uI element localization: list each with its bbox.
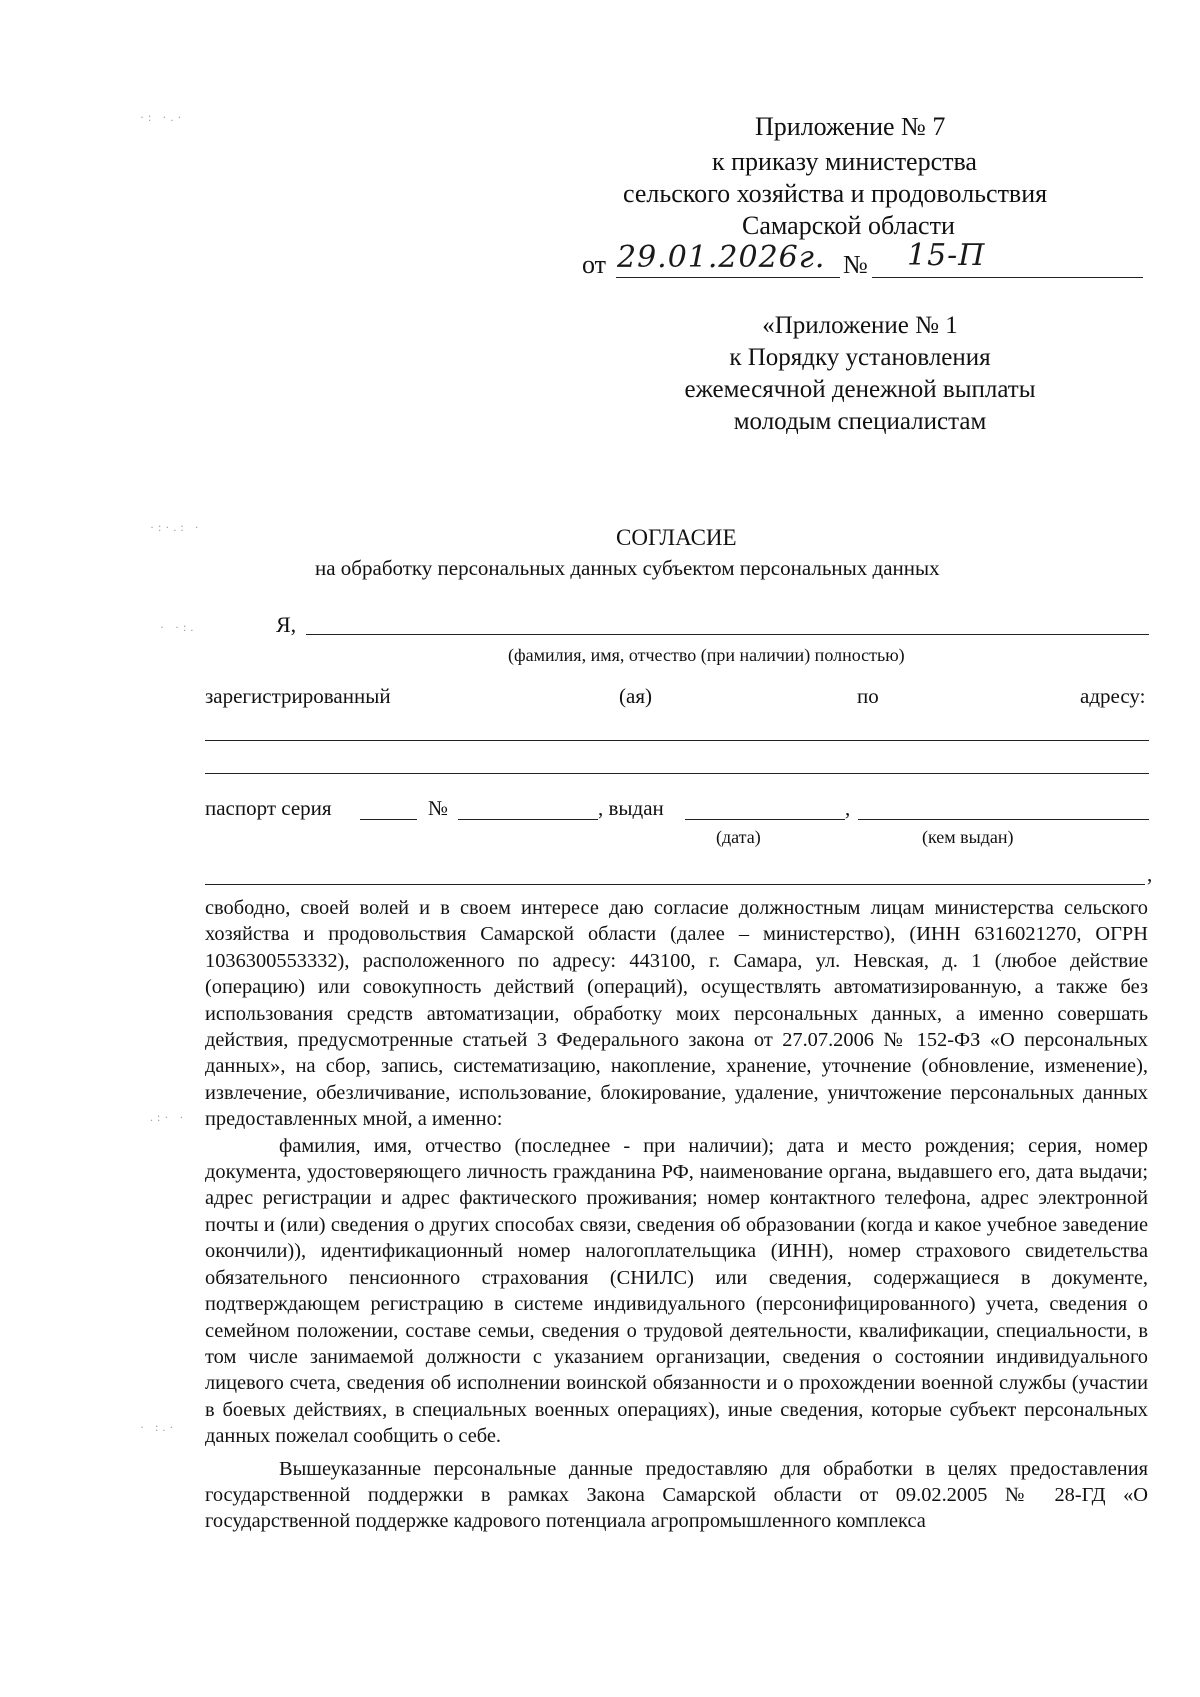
header-line-1: Приложение № 7 bbox=[755, 112, 946, 141]
header-line-4: Самарской области bbox=[742, 211, 955, 240]
scan-noise: .:· · bbox=[150, 1110, 188, 1124]
body-text bbox=[205, 895, 1148, 1535]
date-caption: (дата) bbox=[716, 827, 761, 847]
fio-line bbox=[306, 634, 1149, 635]
registered-word: зарегистрированный bbox=[205, 684, 391, 708]
end-comma: , bbox=[1147, 862, 1153, 886]
registered-suffix: (ая) bbox=[619, 684, 652, 708]
paragraph-purpose: Вышеуказанные персональные данные предоставляю для обработки в целях предоставления государственной поддержки в рамках Закона Самарской области от 09.02.2005 № 28-ГД «О государственной поддержке кадрового потенциала агропромышленного комплекса bbox=[205, 1457, 1148, 1533]
number-label: № bbox=[843, 250, 868, 279]
subheader-line-1: «Приложение № 1 bbox=[762, 312, 958, 339]
scan-noise: ·: ·.· bbox=[140, 110, 186, 124]
header-line-2: к приказу министерства bbox=[712, 147, 977, 176]
date-underline bbox=[616, 277, 840, 278]
address-line-2 bbox=[205, 773, 1149, 774]
handwritten-number: 15-П bbox=[907, 238, 986, 273]
scan-noise: ·:·.: · bbox=[150, 520, 203, 534]
header-line-3: сельского хозяйства и продовольствия bbox=[623, 179, 1048, 208]
issued-label: , выдан bbox=[598, 796, 664, 820]
handwritten-date: 29.01.2026г. bbox=[617, 240, 826, 275]
scan-noise: · ·:. bbox=[160, 620, 198, 634]
issuer-line-2 bbox=[205, 884, 1145, 885]
address-word: адресу: bbox=[1080, 684, 1146, 708]
from-label: от bbox=[582, 250, 607, 279]
issuer-line bbox=[858, 819, 1149, 820]
issuer-caption: (кем выдан) bbox=[922, 827, 1014, 847]
subheader-line-2: к Порядку установления bbox=[729, 344, 991, 371]
document-subtitle: на обработку персональных данных субъектом персональных данных bbox=[315, 556, 940, 580]
passport-number-line bbox=[458, 819, 598, 820]
passport-series-line bbox=[360, 819, 417, 820]
paragraph-data-list: фамилия, имя, отчество (последнее - при наличии); дата и место рождения; серия, номер документа, удостоверяющего личность гражданина РФ, наименование органа, выдавшего его, дата выдачи; адрес регистрации и адрес фактического проживания; номер контактного телефона, адрес электронной почты и (или) сведения о других способах связи, сведения об образовании (когда и какое учебное заведение окончили)), идентификационный номер налогоплательщика (ИНН), номер страхового свидетельства обязательного пенсионного страхования (СНИЛС) или сведения, содержащиеся в документе, подтверждающем регистрацию в системе индивидуального (персонифицированного) учета, сведения о семейном положении, составе семьи, сведения о трудовой деятельности, квалификации, специальности, в том числе занимаемой должности с указанием организации, сведения о состоянии индивидуального лицевого счета, сведения об исполнении воинской обязанности и о прохождении военной службы (участии в боевых действиях, в специальных военных операциях), иные сведения, которые субъект персональных данных пожелал сообщить о себе. bbox=[205, 1134, 1148, 1448]
subheader-line-3: ежемесячной денежной выплаты bbox=[684, 376, 1036, 403]
scan-noise: · :.· bbox=[140, 1420, 178, 1434]
subheader bbox=[610, 310, 1110, 438]
passport-number-label: № bbox=[428, 796, 449, 820]
passport-series-label: паспорт серия bbox=[205, 796, 332, 820]
ya-label: Я, bbox=[276, 612, 297, 637]
issue-comma: , bbox=[845, 796, 851, 820]
number-underline bbox=[872, 277, 1143, 278]
document-title: СОГЛАСИЕ bbox=[616, 525, 737, 550]
fio-caption: (фамилия, имя, отчество (при наличии) полностью) bbox=[508, 645, 905, 665]
address-line-1 bbox=[205, 740, 1149, 741]
issue-date-line bbox=[685, 819, 845, 820]
subheader-line-4: молодым специалистам bbox=[733, 408, 987, 435]
paragraph-consent: свободно, своей волей и в своем интересе даю согласие должностным лицам министерства сельского хозяйства и продовольствия Самарской области (далее – министерство), (ИНН 6316021270, ОГРН 1036300553332), расположенного по адресу: 443100, г. Самара, ул. Невская, д. 1 (любое действие (операцию) или совокупность действий (операций), осуществлять автоматизированную, а также без использования средств автоматизации, обработку моих персональных данных, а именно совершать действия, предусмотренные статьей 3 Федерального закона от 27.07.2006 № 152-ФЗ «О персональных данных», на сбор, запись, систематизацию, накопление, хранение, уточнение (обновление, изменение), извлечение, обезличивание, использование, блокирование, удаление, уничтожение персональных данных предоставленных мной, а именно: bbox=[205, 897, 1148, 1131]
po-word: по bbox=[857, 684, 879, 708]
